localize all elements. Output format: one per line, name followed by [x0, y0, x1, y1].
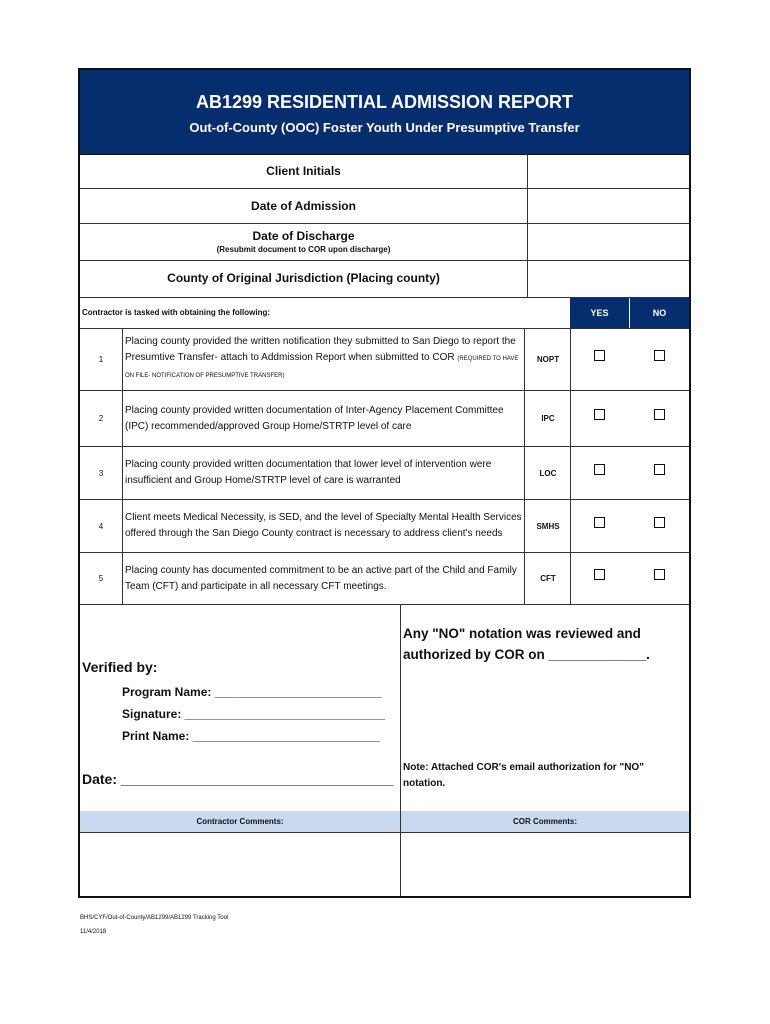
- task-row: [80, 391, 689, 447]
- checkbox-square-icon: [654, 409, 665, 420]
- county-field[interactable]: [528, 261, 689, 297]
- task-code: NOPT: [526, 328, 571, 390]
- print-name-field[interactable]: Print Name: ____________________________: [122, 729, 380, 743]
- footer-date: 11/4/2018: [80, 929, 107, 935]
- cor-note: Note: Attached COR's email authorization for "NO" notation.: [403, 762, 644, 789]
- no-checkbox[interactable]: [630, 553, 689, 604]
- date-field[interactable]: Date: ___________________________________: [82, 771, 394, 787]
- row-county: [80, 261, 689, 298]
- task-row: [80, 447, 689, 500]
- task-number: 2: [80, 391, 123, 446]
- checkbox-square-icon: [654, 464, 665, 475]
- yes-checkbox[interactable]: [570, 328, 629, 390]
- no-checkbox[interactable]: [630, 328, 689, 390]
- task-row: [80, 328, 689, 391]
- task-number: 4: [80, 500, 123, 552]
- verification-left: [80, 605, 401, 811]
- no-column-header: NO: [630, 298, 689, 328]
- date-of-discharge-field[interactable]: [528, 224, 689, 260]
- task-code: CFT: [526, 553, 571, 604]
- task-description: Client meets Medical Necessity, is SED, and the level of Specialty Mental Health Services offered through the San Diego County contract is necessary to address client's needs: [123, 500, 525, 552]
- contractor-comments-field[interactable]: [80, 832, 401, 896]
- task-number: 1: [80, 328, 123, 390]
- checkbox-square-icon: [654, 350, 665, 361]
- program-name-field[interactable]: Program Name: _________________________: [122, 685, 382, 699]
- admission-report-form: [78, 68, 691, 898]
- report-title: AB1299 RESIDENTIAL ADMISSION REPORT: [195, 92, 574, 112]
- client-initials-label: Client Initials: [80, 154, 528, 188]
- row-date-of-discharge: [80, 224, 689, 261]
- verification-right: [401, 605, 689, 811]
- task-text: Placing county provided the written notification they submitted to San Diego to report the Presumtive Transfer- attach to Addmission Report when submitted to COR: [125, 336, 516, 363]
- date-of-admission-field[interactable]: [528, 189, 689, 223]
- checkbox-square-icon: [594, 464, 605, 475]
- task-number: 5: [80, 553, 123, 604]
- county-label: County of Original Jurisdiction (Placing county): [80, 261, 528, 297]
- yes-checkbox[interactable]: [570, 447, 629, 499]
- checkbox-square-icon: [654, 569, 665, 580]
- task-small-note: (REQUIRED TO HAVE ON FILE- NOTIFICATION OF PRESUMPTIVE TRANSFER): [125, 356, 519, 379]
- tasks-header: [80, 298, 689, 329]
- task-row: [80, 500, 689, 553]
- checkbox-square-icon: [594, 517, 605, 528]
- no-checkbox[interactable]: [630, 447, 689, 499]
- task-description: Placing county provided written documentation that lower level of intervention were insufficient and Group Home/STRTP level of care is warranted: [123, 447, 525, 499]
- checkbox-square-icon: [594, 569, 605, 580]
- task-number: 3: [80, 447, 123, 499]
- row-client-initials: [80, 154, 689, 189]
- cor-comments-field[interactable]: [401, 832, 689, 896]
- yes-checkbox[interactable]: [570, 391, 629, 446]
- no-checkbox[interactable]: [630, 500, 689, 552]
- checkbox-square-icon: [654, 517, 665, 528]
- task-code: LOC: [526, 447, 571, 499]
- task-description: Placing county has documented commitment to be an active part of the Child and Family Team (CFT) and participate in all necessary CFT meetings.: [123, 553, 525, 604]
- date-of-discharge-cell: [80, 224, 528, 260]
- verification-section: [80, 605, 689, 812]
- contractor-comments-label: Contractor Comments:: [80, 811, 401, 832]
- date-of-admission-label: Date of Admission: [80, 189, 528, 223]
- date-of-discharge-label: Date of Discharge: [252, 229, 355, 243]
- tasks-header-text: Contractor is tasked with obtaining the following:: [82, 308, 270, 317]
- checkbox-square-icon: [594, 409, 605, 420]
- report-subtitle: Out-of-County (OOC) Foster Youth Under Presumptive Transfer: [189, 120, 580, 135]
- checkbox-square-icon: [594, 350, 605, 361]
- task-code: IPC: [526, 391, 571, 446]
- comments-header: [80, 811, 689, 833]
- task-description: Placing county provided written documentation of Inter-Agency Placement Committee (IPC) recommended/approved Group Home/STRTP level of care: [123, 391, 525, 446]
- task-row: [80, 553, 689, 605]
- signature-field[interactable]: Signature: ______________________________: [122, 707, 385, 721]
- report-header: [80, 70, 689, 155]
- footer-path: BHS/CYF/Out-of-County/AB1299/AB1299 Tracking Tool: [80, 915, 229, 921]
- row-date-of-admission: [80, 189, 689, 224]
- task-description: [123, 328, 525, 390]
- task-code: SMHS: [526, 500, 571, 552]
- yes-checkbox[interactable]: [570, 553, 629, 604]
- discharge-note: (Resubmit document to COR upon discharge): [216, 245, 391, 254]
- cor-comments-label: COR Comments:: [512, 817, 577, 826]
- comments-body: [80, 832, 689, 896]
- yes-column-header: YES: [570, 298, 630, 328]
- verified-by-label: Verified by:: [82, 659, 158, 675]
- cor-authorization-text: Any "NO" notation was reviewed and authorized by COR on _____________.: [403, 626, 650, 662]
- yes-checkbox[interactable]: [570, 500, 629, 552]
- no-checkbox[interactable]: [630, 391, 689, 446]
- client-initials-field[interactable]: [528, 154, 689, 188]
